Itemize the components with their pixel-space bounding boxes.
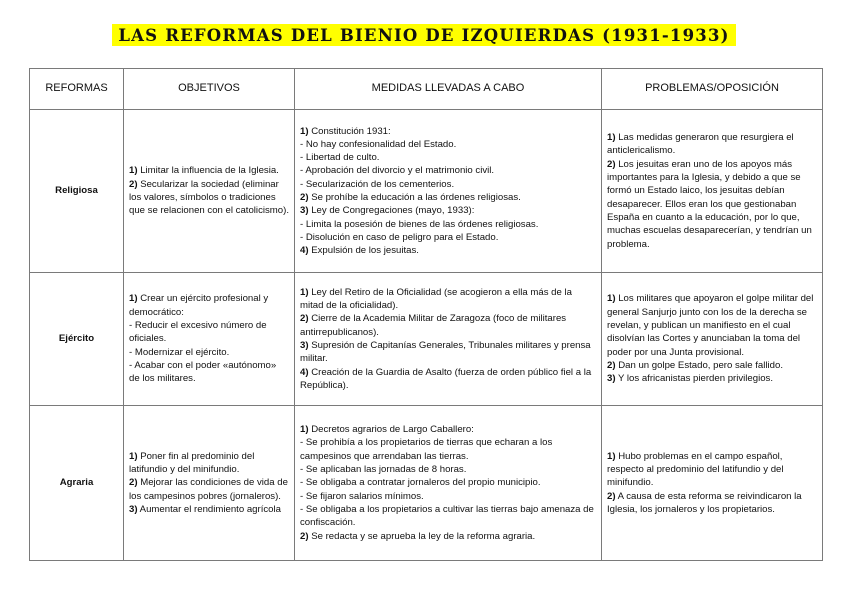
cell-line bbox=[300, 138, 596, 151]
item-number: 3) bbox=[300, 205, 309, 217]
row-label-religiosa: Religiosa bbox=[30, 110, 124, 273]
item-number: 2) bbox=[607, 490, 616, 502]
item-text: - Se obligaba a contratar jornaleros del propio municipio. bbox=[300, 477, 541, 489]
medidas-cell bbox=[295, 273, 602, 406]
cell-line bbox=[300, 530, 596, 543]
item-number: 3) bbox=[129, 503, 138, 515]
cell-line bbox=[607, 372, 817, 385]
cell-line bbox=[607, 359, 817, 372]
objetivos-cell bbox=[124, 110, 295, 273]
cell-line bbox=[607, 131, 817, 158]
item-number: 1) bbox=[129, 450, 138, 462]
cell-line bbox=[300, 204, 596, 217]
problemas-cell bbox=[602, 110, 823, 273]
item-text: Cierre de la Academia Militar de Zaragoza (foco de militares antirrepublicanos). bbox=[300, 313, 567, 338]
cell-line bbox=[129, 359, 289, 386]
item-text: Ley del Retiro de la Oficialidad (se acogieron a ella más de la mitad de la oficialidad). bbox=[300, 286, 572, 312]
cell-line bbox=[300, 125, 596, 138]
problemas-cell bbox=[602, 406, 823, 561]
table-row bbox=[30, 273, 823, 406]
item-text: Mejorar las condiciones de vida de los campesinos pobres (jornaleros). bbox=[129, 477, 288, 502]
cell-line bbox=[129, 476, 289, 503]
item-text: - Se prohibía a los propietarios de tierras que echaran a los campesinos que arrendaban las tierras. bbox=[300, 437, 553, 462]
objetivos-cell bbox=[124, 273, 295, 406]
item-text: Creación de la Guardia de Asalto (fuerza de orden público fiel a la República). bbox=[300, 366, 592, 391]
header-row bbox=[30, 69, 823, 110]
item-text: Se prohíbe la educación a las órdenes religiosas. bbox=[308, 192, 521, 203]
item-text: Constitución 1931: bbox=[308, 125, 391, 137]
item-text: Limitar la influencia de la Iglesia. bbox=[137, 165, 279, 177]
cell-line bbox=[300, 231, 596, 244]
medidas-cell bbox=[295, 110, 602, 273]
cell-line bbox=[300, 339, 596, 366]
item-text: Dan un golpe Estado, pero sale fallido. bbox=[615, 359, 784, 371]
item-number: 1) bbox=[300, 424, 309, 436]
item-text: Los militares que apoyaron el golpe militar del general Sanjurjo junto con los de la derecha se revelan, y publican un manifiesto en el cual disolvían las Cortes y anunciaban la toma del poder por una Junta provisional. bbox=[607, 293, 814, 358]
item-number: 2) bbox=[300, 313, 309, 325]
item-number: 2) bbox=[607, 359, 616, 371]
row-label-ejercito: Ejército bbox=[30, 273, 124, 406]
item-number: 4) bbox=[300, 245, 309, 257]
cell-line bbox=[129, 319, 289, 346]
item-number: 1) bbox=[129, 165, 138, 177]
item-text: - Limita la posesión de bienes de las órdenes religiosas. bbox=[300, 218, 539, 230]
item-text: Secularizar la sociedad (eliminar los valores, símbolos o tradiciones que se relacionen con el catolicismo). bbox=[129, 178, 289, 217]
cell-line bbox=[129, 292, 289, 319]
item-text: Crear un ejército profesional y democrático: bbox=[129, 293, 269, 318]
medidas-cell bbox=[295, 406, 602, 561]
item-text: Y los africanistas pierden privilegios. bbox=[615, 373, 774, 385]
cell-line bbox=[300, 218, 596, 231]
item-text: - Aprobación del divorcio y el matrimonio civil. bbox=[300, 165, 495, 177]
item-number: 1) bbox=[129, 293, 138, 305]
document-title: LAS REFORMAS DEL BIENIO DE IZQUIERDAS (1931-1933) bbox=[112, 24, 735, 46]
header-reformas: REFORMAS bbox=[30, 69, 124, 110]
row-label-agraria: Agraria bbox=[30, 406, 124, 561]
cell-line bbox=[300, 476, 596, 489]
cell-line bbox=[607, 450, 817, 490]
cell-line bbox=[129, 178, 289, 218]
cell-line bbox=[607, 158, 817, 251]
item-text: Los jesuitas eran uno de los apoyos más importantes para la Iglesia, y debido a que se formó un Estado laico, los jesuitas debían desaparecer. Ellos eran los que gestionaban España en cuanto a la educación, por lo que, muchas escuelas desaparecerían, y tendrían un problema. bbox=[607, 158, 812, 250]
item-text: Poner fin al predominio del latifundio y del minifundio. bbox=[129, 450, 255, 476]
cell-line bbox=[300, 178, 596, 191]
cell-line bbox=[129, 346, 289, 359]
table-row bbox=[30, 110, 823, 273]
item-text: Hubo problemas en el campo español, respecto al predominio del latifundio y del minifundio. bbox=[607, 450, 784, 489]
cell-line bbox=[300, 366, 596, 393]
item-number: 1) bbox=[300, 125, 309, 137]
header-medidas: MEDIDAS LLEVADAS A CABO bbox=[295, 69, 602, 110]
cell-line bbox=[300, 503, 596, 530]
item-text: - Reducir el excesivo número de oficiales. bbox=[129, 320, 267, 345]
cell-line bbox=[300, 436, 596, 463]
cell-line bbox=[300, 151, 596, 164]
cell-line bbox=[300, 423, 596, 436]
item-text: - Secularización de los cementerios. bbox=[300, 178, 455, 190]
cell-line bbox=[300, 191, 596, 204]
item-number: 2) bbox=[300, 192, 309, 203]
item-text: Ley de Congregaciones (mayo, 1933): bbox=[308, 205, 475, 217]
objetivos-cell bbox=[124, 406, 295, 561]
item-text: - Disolución en caso de peligro para el Estado. bbox=[300, 231, 499, 243]
problemas-cell bbox=[602, 273, 823, 406]
cell-line bbox=[607, 292, 817, 358]
item-number: 3) bbox=[300, 340, 309, 351]
cell-line bbox=[300, 490, 596, 503]
table-row bbox=[30, 406, 823, 561]
item-text: - Se obligaba a los propietarios a cultivar las tierras bajo amenaza de confiscación. bbox=[300, 503, 594, 529]
cell-line bbox=[607, 490, 817, 517]
cell-line bbox=[300, 463, 596, 476]
item-number: 4) bbox=[300, 366, 309, 378]
cell-line bbox=[300, 286, 596, 313]
item-text: - Se aplicaban las jornadas de 8 horas. bbox=[300, 464, 467, 476]
item-number: 2) bbox=[129, 477, 138, 489]
reforms-table bbox=[29, 68, 823, 561]
item-text: A causa de esta reforma se reivindicaron la Iglesia, los jornaleros y los propietarios. bbox=[607, 490, 802, 515]
item-number: 1) bbox=[300, 286, 309, 298]
header-problemas: PROBLEMAS/OPOSICIÓN bbox=[602, 69, 823, 110]
cell-line bbox=[129, 164, 289, 177]
item-number: 1) bbox=[607, 293, 616, 305]
item-text: - Se fijaron salarios mínimos. bbox=[300, 490, 424, 502]
item-text: Se redacta y se aprueba la ley de la reforma agraria. bbox=[308, 530, 536, 542]
item-text: - No hay confesionalidad del Estado. bbox=[300, 138, 457, 150]
item-number: 2) bbox=[129, 178, 138, 190]
item-number: 2) bbox=[607, 158, 616, 170]
item-text: Supresión de Capitanías Generales, Tribunales militares y prensa militar. bbox=[300, 340, 591, 365]
item-text: Expulsión de los jesuitas. bbox=[308, 245, 419, 257]
item-text: - Libertad de culto. bbox=[300, 152, 380, 164]
item-text: Las medidas generaron que resurgiera el anticlericalismo. bbox=[607, 132, 794, 157]
cell-line bbox=[300, 164, 596, 177]
title-wrap bbox=[0, 24, 848, 46]
item-text: Decretos agrarios de Largo Caballero: bbox=[308, 424, 474, 436]
item-number: 1) bbox=[607, 132, 616, 144]
header-objetivos: OBJETIVOS bbox=[124, 69, 295, 110]
item-number: 1) bbox=[607, 450, 616, 462]
cell-line bbox=[300, 312, 596, 339]
item-number: 2) bbox=[300, 530, 309, 542]
item-number: 3) bbox=[607, 373, 616, 385]
cell-line bbox=[300, 244, 596, 257]
item-text: - Acabar con el poder «autónomo» de los militares. bbox=[129, 359, 277, 385]
cell-line bbox=[129, 450, 289, 477]
item-text: - Modernizar el ejército. bbox=[129, 346, 230, 358]
cell-line bbox=[129, 503, 289, 516]
item-text: Aumentar el rendimiento agrícola bbox=[137, 503, 281, 515]
